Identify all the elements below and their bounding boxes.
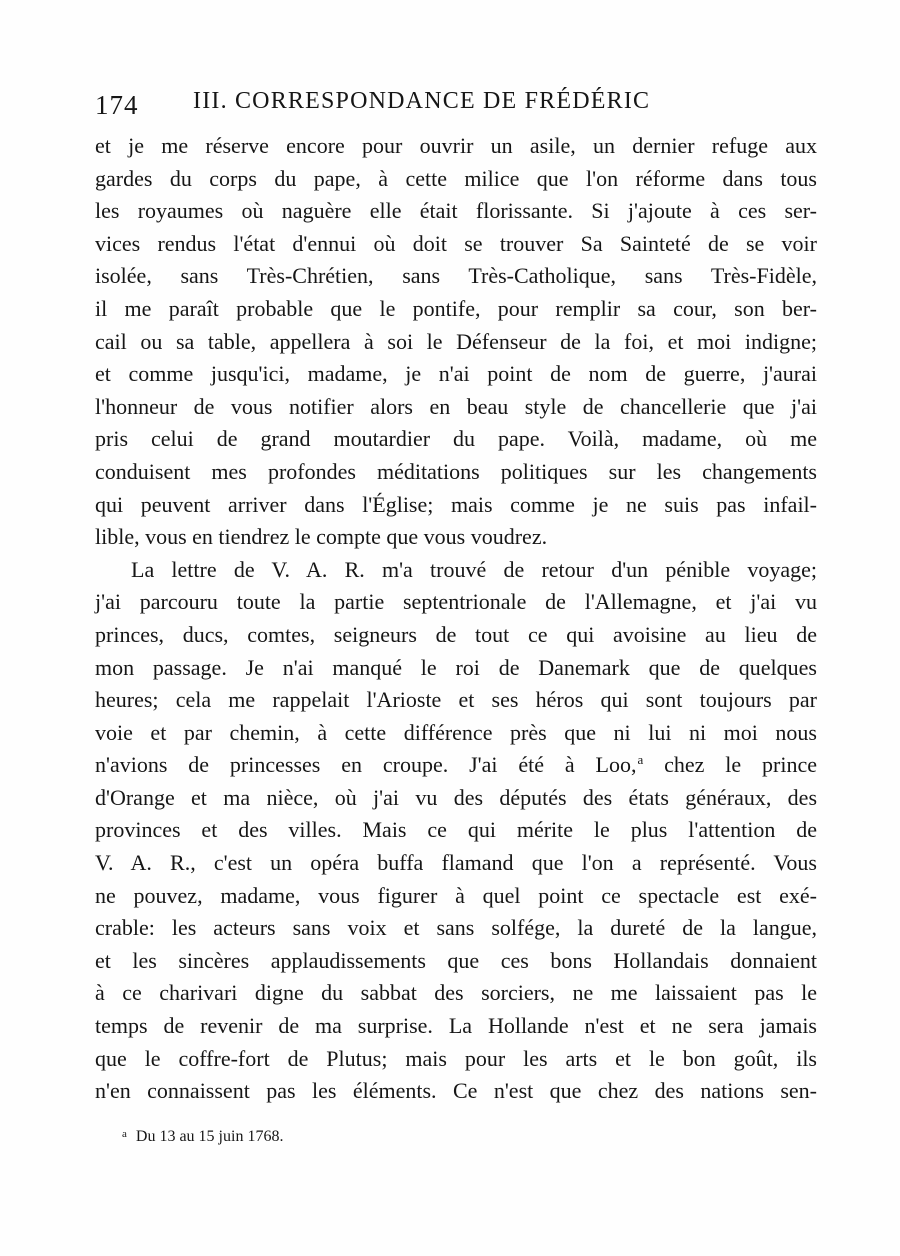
footnote-mark: a	[122, 1128, 127, 1140]
text-line-paragraph-start: La lettre de V. A. R. m'a trouvé de retour d'un pénible voyage;	[131, 556, 817, 582]
text-line: voie et par chemin, à cette différence près que ni lui ni moi nous	[95, 719, 817, 745]
text-line: mon passage. Je n'ai manqué le roi de Danemark que de quelques	[95, 654, 817, 680]
text-line: gardes du corps du pape, à cette milice que l'on réforme dans tous	[95, 165, 817, 191]
text-line: que le coffre-fort de Plutus; mais pour les arts et le bon goût, ils	[95, 1045, 817, 1071]
footnote	[122, 1128, 283, 1146]
text-line: heures; cela me rappelait l'Arioste et ses héros qui sont toujours par	[95, 687, 817, 713]
text-line: n'en connaissent pas les éléments. Ce n'est que chez des nations sen-	[95, 1078, 817, 1104]
page-number: 174	[95, 90, 139, 120]
text-line: les royaumes où naguère elle était florissante. Si j'ajoute à ces ser-	[95, 198, 817, 224]
text-line-head: n'avions de princesses en croupe. J'ai été à Loo,	[95, 752, 637, 778]
text-line-with-footnote-ref	[95, 749, 817, 782]
running-title: III. CORRESPONDANCE DE FRÉDÉRIC	[193, 88, 651, 114]
text-line: isolée, sans Très-Chrétien, sans Très-Catholique, sans Très-Fidèle,	[95, 263, 817, 289]
text-line: qui peuvent arriver dans l'Église; mais comme je ne suis pas infail-	[95, 491, 817, 517]
text-line: temps de revenir de ma surprise. La Hollande n'est et ne sera jamais	[95, 1013, 817, 1039]
text-line: pris celui de grand moutardier du pape. Voilà, madame, où me	[95, 426, 817, 452]
text-line: j'ai parcouru toute la partie septentrionale de l'Allemagne, et j'ai vu	[95, 589, 817, 615]
text-line-tail: chez le prince	[664, 752, 817, 778]
text-line: l'honneur de vous notifier alors en beau style de chancellerie que j'ai	[95, 393, 817, 419]
text-line: conduisent mes profondes méditations politiques sur les changements	[95, 458, 817, 484]
text-line: et les sincères applaudissements que ces bons Hollandais donnaient	[95, 947, 817, 973]
text-line: princes, ducs, comtes, seigneurs de tout ce qui avoisine au lieu de	[95, 621, 817, 647]
text-line: ne pouvez, madame, vous figurer à quel point ce spectacle est exé-	[95, 882, 817, 908]
footnote-text: Du 13 au 15 juin 1768.	[135, 1128, 284, 1145]
text-line: et je me réserve encore pour ouvrir un asile, un dernier refuge aux	[95, 133, 817, 158]
text-line: il me paraît probable que le pontife, pour remplir sa cour, son ber-	[95, 295, 817, 321]
text-line-paragraph-end: lible, vous en tiendrez le compte que vous voudrez.	[95, 524, 548, 550]
text-line: à ce charivari digne du sabbat des sorciers, ne me laissaient pas le	[95, 980, 817, 1006]
text-line: provinces et des villes. Mais ce qui mérite le plus l'attention de	[95, 817, 817, 843]
text-line: crable: les acteurs sans voix et sans solfége, la dureté de la langue,	[95, 915, 817, 941]
text-line: vices rendus l'état d'ennui où doit se trouver Sa Sainteté de se voir	[95, 230, 817, 256]
text-line: d'Orange et ma nièce, où j'ai vu des députés des états généraux, des	[95, 784, 817, 810]
running-head	[95, 88, 815, 124]
footnote-reference-mark: a	[637, 752, 644, 768]
text-line: cail ou sa table, appellera à soi le Défenseur de la foi, et moi indigne;	[95, 328, 817, 354]
body-text	[95, 130, 817, 1108]
text-line: et comme jusqu'ici, madame, je n'ai point de nom de guerre, j'aurai	[95, 361, 817, 387]
text-line: V. A. R., c'est un opéra buffa flamand que l'on a représenté. Vous	[95, 850, 817, 876]
